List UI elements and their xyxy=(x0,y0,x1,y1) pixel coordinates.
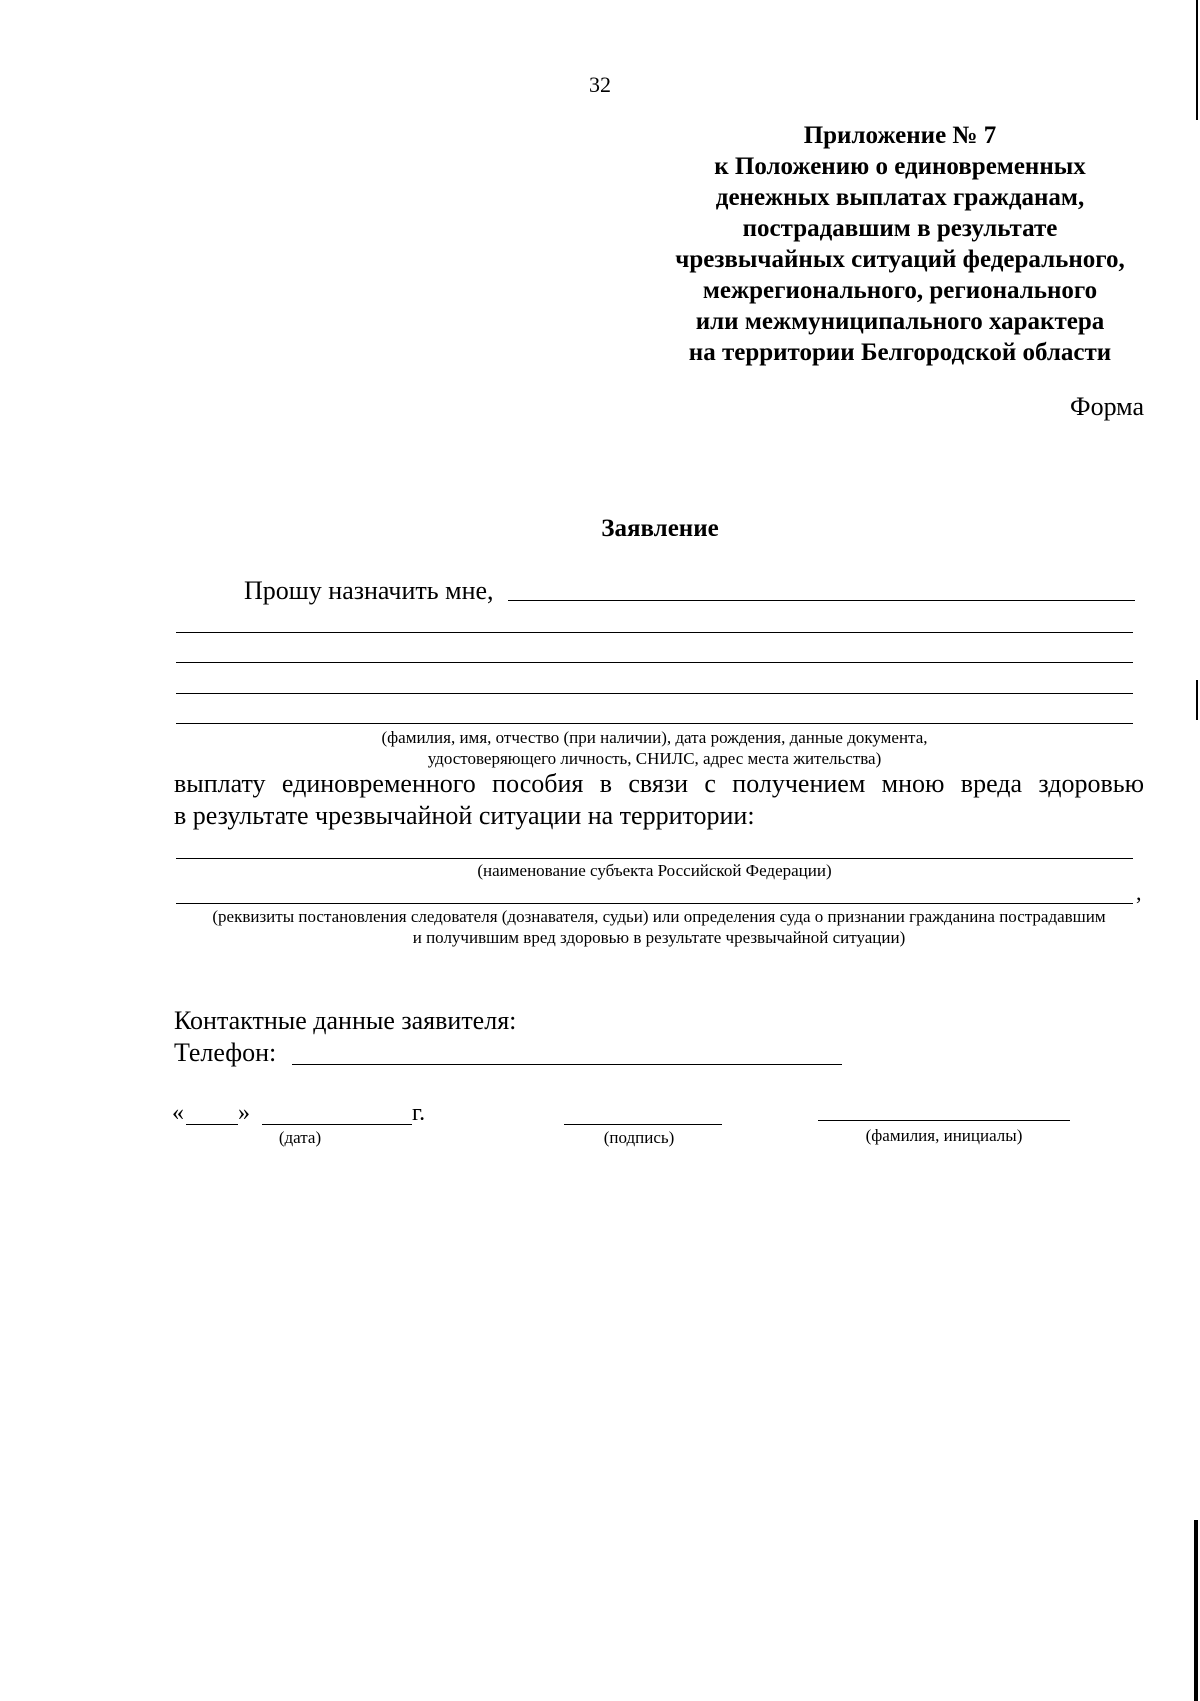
applicant-caption xyxy=(176,727,1133,769)
document-title: Заявление xyxy=(601,515,719,542)
name-initials-field[interactable] xyxy=(818,1120,1070,1121)
requisites-caption xyxy=(176,906,1142,948)
appendix-line: на территории Белгородской области xyxy=(688,339,1112,366)
subject-caption: (наименование субъекта Российской Федерации) xyxy=(477,861,832,880)
name-caption: (фамилия, инициалы) xyxy=(865,1126,1023,1145)
applicant-field-line-1[interactable] xyxy=(508,600,1135,601)
appendix-line: денежных выплатах гражданам, xyxy=(715,184,1085,211)
trailing-comma: , xyxy=(1136,880,1142,905)
requisites-caption-line: (реквизиты постановления следователя (дознавателя, судьи) или определения суда о признании гражданина пострадавшим xyxy=(212,907,1106,926)
appendix-line: Приложение № 7 xyxy=(803,122,997,149)
appendix-line: чрезвычайных ситуаций федерального, xyxy=(675,246,1125,273)
date-year-suffix: г. xyxy=(412,1100,426,1126)
phone-field-line[interactable] xyxy=(292,1064,842,1065)
phone-label: Телефон: xyxy=(174,1038,277,1067)
form-label: Форма xyxy=(1070,392,1144,421)
page-number: 32 xyxy=(589,72,611,97)
scan-edge-mark xyxy=(1194,1520,1198,1701)
applicant-field-line-5[interactable] xyxy=(176,723,1133,724)
appendix-line: пострадавшим в результате xyxy=(742,215,1058,242)
signature-caption: (подпись) xyxy=(603,1128,675,1147)
applicant-caption-line: (фамилия, имя, отчество (при наличии), дата рождения, данные документа, xyxy=(381,728,928,747)
applicant-field-line-3[interactable] xyxy=(176,662,1133,663)
date-open-quote: « xyxy=(172,1100,184,1126)
requisites-field-line[interactable] xyxy=(176,903,1133,904)
applicant-caption-line: удостоверяющего личность, СНИЛС, адрес места жительства) xyxy=(427,749,882,768)
body-text xyxy=(174,768,1144,832)
applicant-field-line-4[interactable] xyxy=(176,693,1133,694)
body-text-line: в результате чрезвычайной ситуации на территории: xyxy=(174,801,755,830)
appendix-line: межрегионального, регионального xyxy=(702,277,1098,304)
appendix-line: или межмуниципального характера xyxy=(695,308,1105,335)
scan-edge-mark xyxy=(1196,680,1198,720)
scan-edge-mark xyxy=(1196,0,1198,120)
applicant-field-line-2[interactable] xyxy=(176,632,1133,633)
appendix-line: к Положению о единовременных xyxy=(714,153,1086,180)
date-caption: (дата) xyxy=(278,1128,322,1147)
contacts-title: Контактные данные заявителя: xyxy=(174,1006,517,1035)
date-month-field[interactable] xyxy=(262,1124,412,1125)
body-text-line: выплату единовременного пособия в связи с получением мною вреда здоровью xyxy=(174,769,1144,798)
subject-field-line[interactable] xyxy=(176,858,1133,859)
requisites-caption-line: и получившим вред здоровью в результате чрезвычайной ситуации) xyxy=(412,928,906,947)
date-day-field[interactable] xyxy=(186,1124,238,1125)
signature-field[interactable] xyxy=(564,1124,722,1125)
date-close-quote: » xyxy=(238,1100,250,1126)
request-label: Прошу назначить мне, xyxy=(244,576,494,605)
appendix-header xyxy=(560,120,1200,368)
